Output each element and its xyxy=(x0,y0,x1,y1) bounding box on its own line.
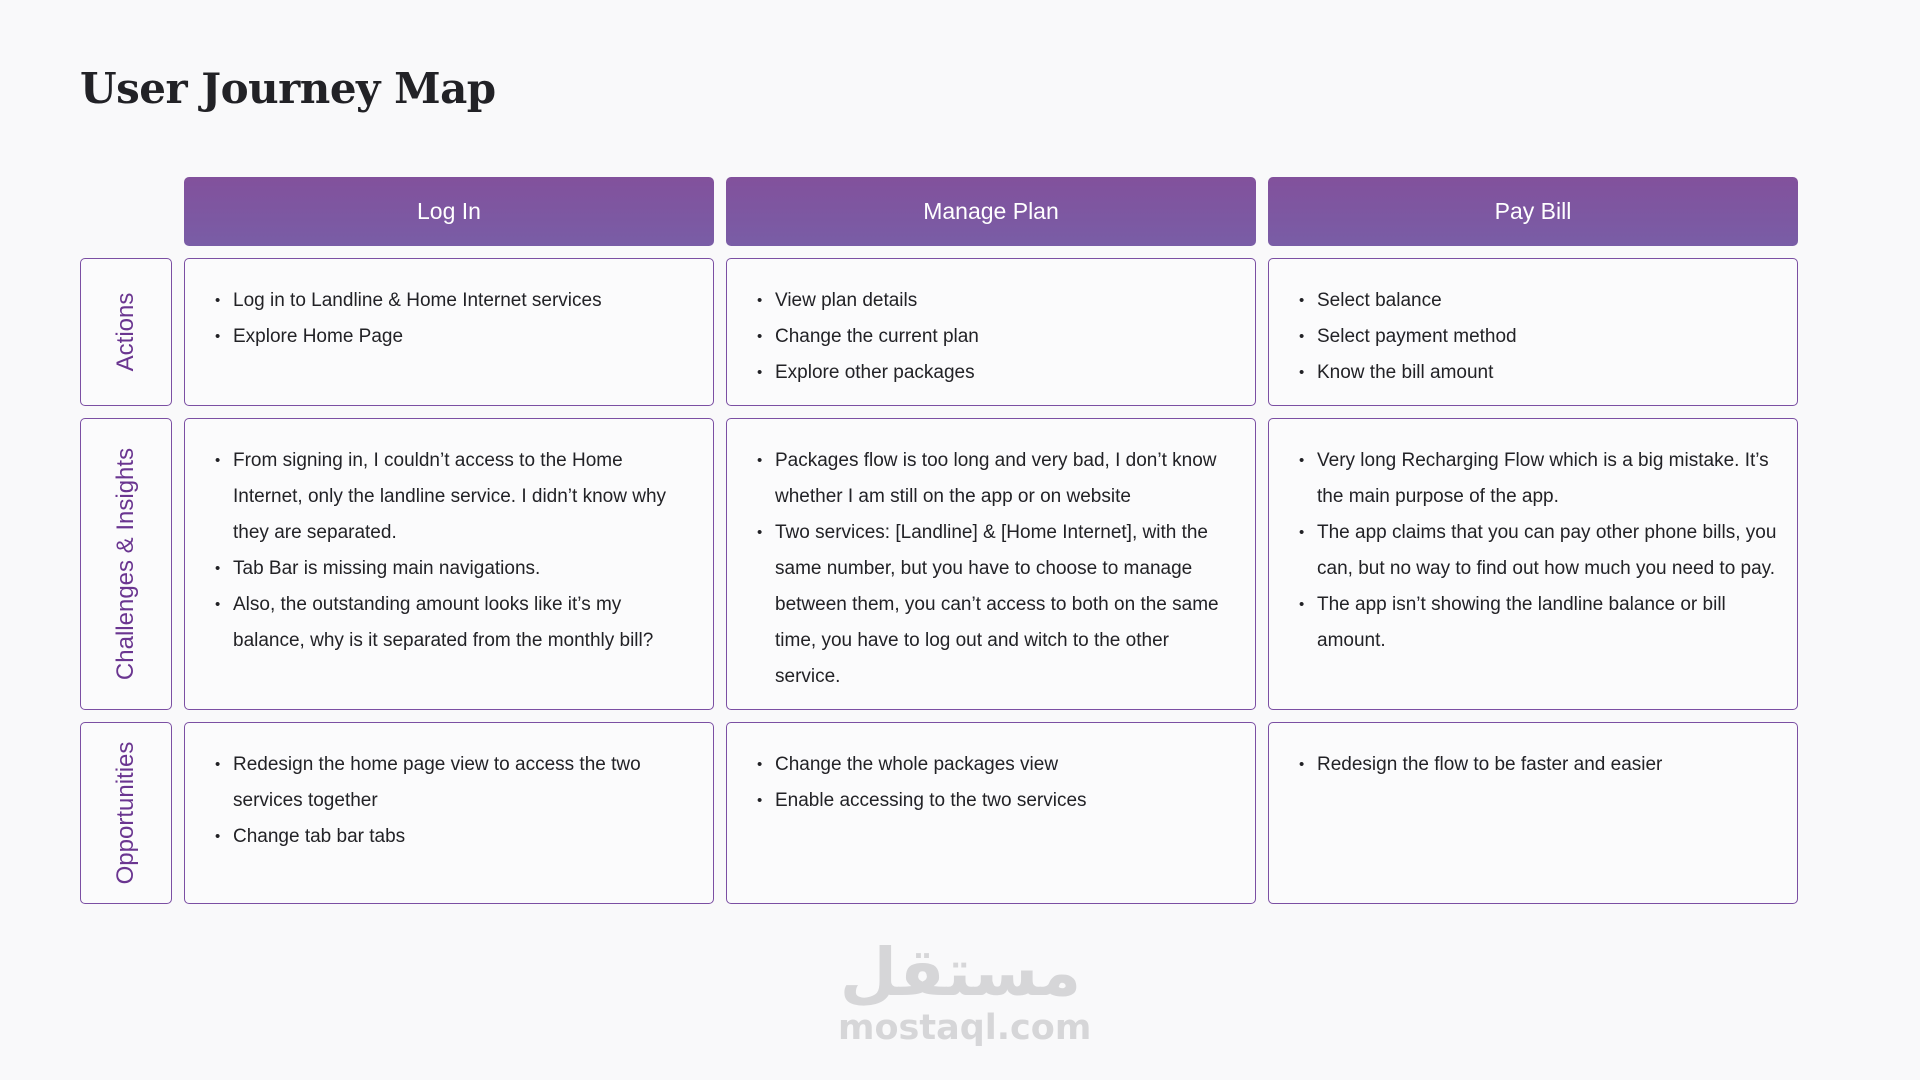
list-item: • Change the current plan xyxy=(757,319,1235,355)
cell-actions-log-in xyxy=(184,258,714,406)
list-item: • Log in to Landline & Home Internet services xyxy=(215,283,693,319)
list-item: • Also, the outstanding amount looks like it’s my balance, why is it separated from the monthly bill? xyxy=(215,587,693,659)
list-item: • Redesign the flow to be faster and easier xyxy=(1299,747,1777,783)
stage-header-manage-plan: Manage Plan xyxy=(726,177,1256,246)
list-item: • Select payment method xyxy=(1299,319,1777,355)
list-item: • Very long Recharging Flow which is a big mistake. It’s the main purpose of the app. xyxy=(1299,443,1777,515)
bullet-list xyxy=(215,443,693,659)
stage-header-pay-bill: Pay Bill xyxy=(1268,177,1798,246)
row-label-text: Opportunities xyxy=(112,741,139,885)
row-label-opportunities xyxy=(80,722,172,904)
list-item: • Explore Home Page xyxy=(215,319,693,355)
bullet-list xyxy=(757,283,1235,391)
cell-opportunities-pay-bill xyxy=(1268,722,1798,904)
cell-actions-pay-bill xyxy=(1268,258,1798,406)
bullet-list xyxy=(1299,747,1777,783)
list-item: • View plan details xyxy=(757,283,1235,319)
list-item: • Change the whole packages view xyxy=(757,747,1235,783)
bullet-list xyxy=(215,283,693,355)
list-item: • The app isn’t showing the landline balance or bill amount. xyxy=(1299,587,1777,659)
list-item: • Enable accessing to the two services xyxy=(757,783,1235,819)
stage-header-log-in: Log In xyxy=(184,177,714,246)
list-item: • Packages flow is too long and very bad, I don’t know whether I am still on the app or on website xyxy=(757,443,1235,515)
cell-challenges-pay-bill xyxy=(1268,418,1798,710)
bullet-list xyxy=(757,747,1235,819)
bullet-list xyxy=(1299,443,1777,659)
watermark-latin: mostaql.com xyxy=(838,1008,1092,1048)
cell-challenges-manage-plan xyxy=(726,418,1256,710)
list-item: • Tab Bar is missing main navigations. xyxy=(215,551,693,587)
list-item: • Select balance xyxy=(1299,283,1777,319)
list-item: • Two services: [Landline] & [Home Internet], with the same number, but you have to choose to manage between them, you can’t access to both on the same time, you have to log out and witch to the other service. xyxy=(757,515,1235,695)
watermark-arabic: مستقل xyxy=(839,934,1082,1011)
cell-actions-manage-plan xyxy=(726,258,1256,406)
list-item: • Know the bill amount xyxy=(1299,355,1777,391)
bullet-list xyxy=(1299,283,1777,391)
bullet-list xyxy=(215,747,693,855)
cell-challenges-log-in xyxy=(184,418,714,710)
row-label-challenges-insights xyxy=(80,418,172,710)
list-item: • The app claims that you can pay other phone bills, you can, but no way to find out how much you need to pay. xyxy=(1299,515,1777,587)
bullet-list xyxy=(757,443,1235,695)
row-label-text: Actions xyxy=(112,292,139,372)
cell-opportunities-manage-plan xyxy=(726,722,1256,904)
row-label-actions xyxy=(80,258,172,406)
list-item: • From signing in, I couldn’t access to the Home Internet, only the landline service. I didn’t know why they are separated. xyxy=(215,443,693,551)
list-item: • Change tab bar tabs xyxy=(215,819,693,855)
cell-opportunities-log-in xyxy=(184,722,714,904)
list-item: • Redesign the home page view to access the two services together xyxy=(215,747,693,819)
page-title: User Journey Map xyxy=(80,64,496,113)
row-label-text: Challenges & Insights xyxy=(112,447,139,681)
mostaql-watermark xyxy=(838,934,1092,1048)
list-item: • Explore other packages xyxy=(757,355,1235,391)
